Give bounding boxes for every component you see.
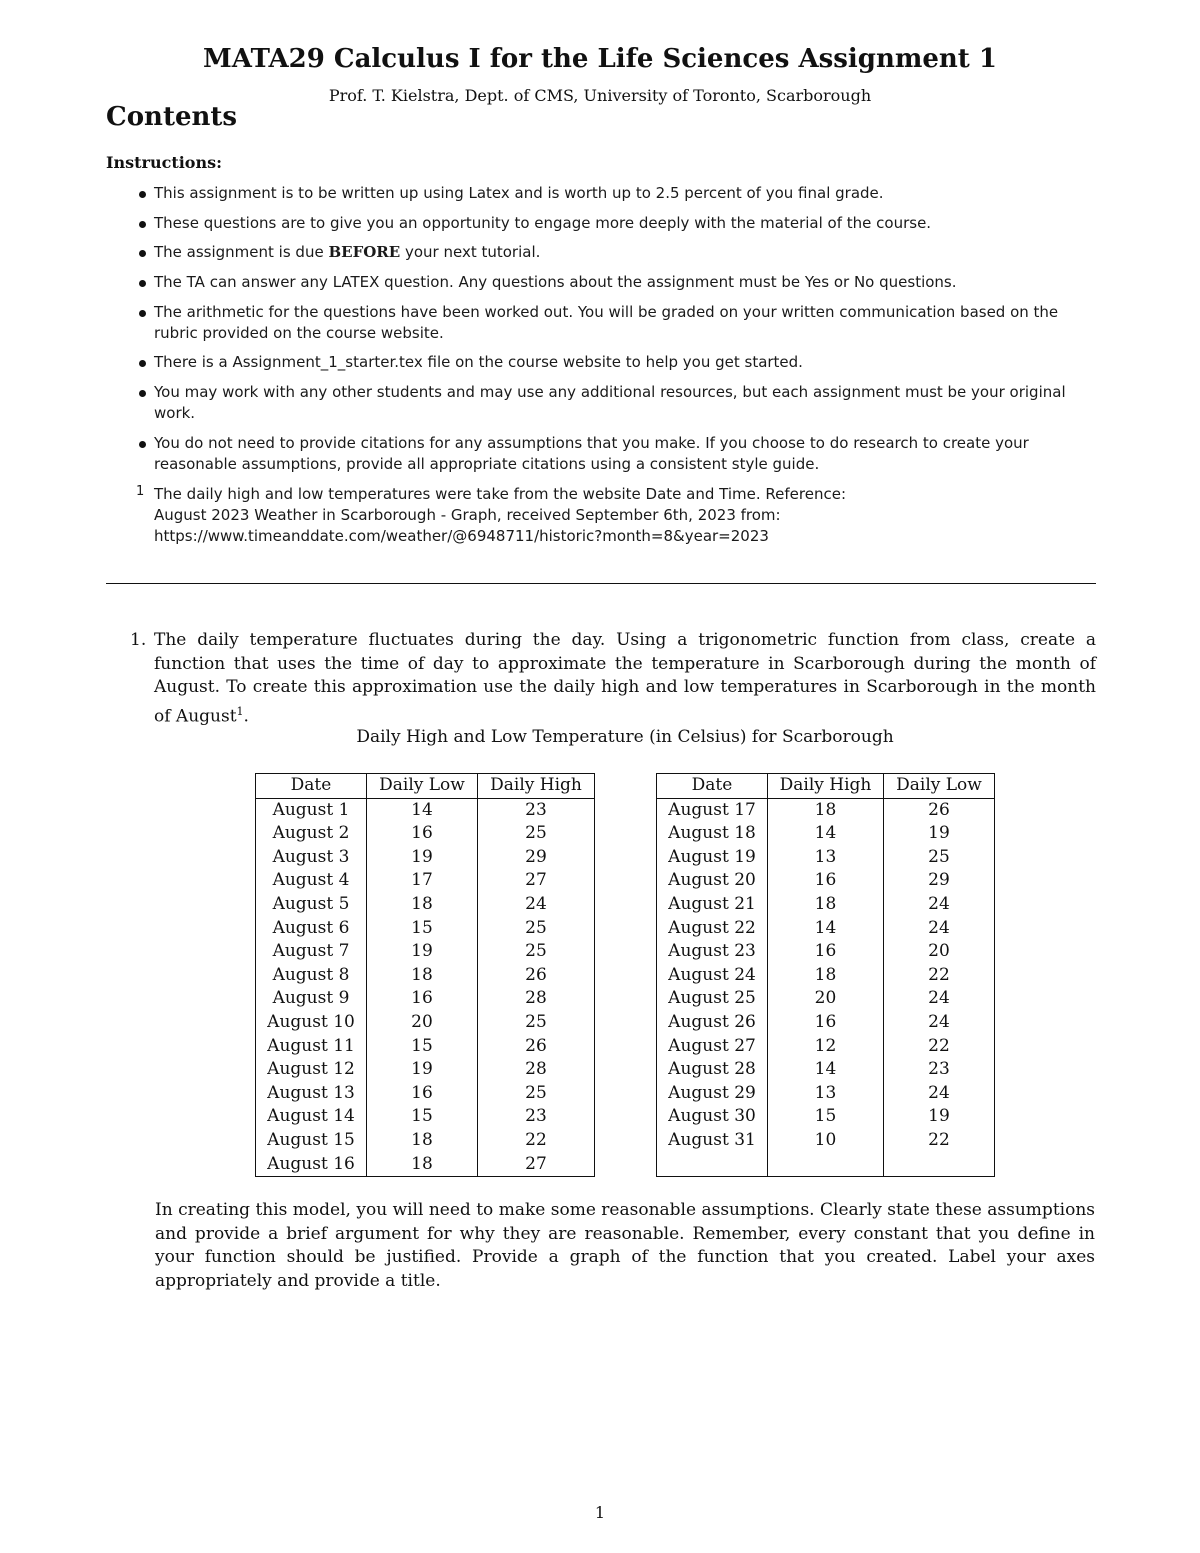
temperature-cell: 15 <box>367 917 478 941</box>
column-header: Daily Low <box>884 774 995 799</box>
temperature-cell: 28 <box>478 1058 595 1082</box>
temperature-cell: 26 <box>478 1035 595 1059</box>
list-item: This assignment is to be written up using Latex and is worth up to 2.5 percent of you final grade. <box>106 183 1096 204</box>
temperature-cell: 16 <box>367 822 478 846</box>
date-cell: August 4 <box>256 869 367 893</box>
table-row <box>657 940 995 964</box>
table-row <box>256 893 595 917</box>
temperature-cell: 23 <box>478 798 595 822</box>
table-row <box>256 1153 595 1177</box>
temperature-cell: 27 <box>478 1153 595 1177</box>
temperature-cell: 16 <box>367 1082 478 1106</box>
bullet-dot-icon <box>139 250 146 257</box>
table-row <box>657 798 995 822</box>
table-row <box>657 1153 995 1177</box>
temperature-cell: 16 <box>768 869 884 893</box>
temperature-cell: 15 <box>768 1105 884 1129</box>
temperature-cell: 18 <box>367 893 478 917</box>
temperature-cell: 24 <box>884 987 995 1011</box>
table-row <box>657 1082 995 1106</box>
date-cell: August 5 <box>256 893 367 917</box>
temperature-cell: 19 <box>367 940 478 964</box>
temperature-cell: 18 <box>768 893 884 917</box>
date-cell: August 26 <box>657 1011 768 1035</box>
table-row <box>256 1082 595 1106</box>
table-row <box>256 846 595 870</box>
footnote-url: https://www.timeanddate.com/weather/@6948711/historic?month=8&year=2023 <box>154 526 769 545</box>
table-row <box>256 940 595 964</box>
temperature-cell: 17 <box>367 869 478 893</box>
table-row <box>256 869 595 893</box>
column-header: Daily High <box>478 774 595 799</box>
temperature-cell: 25 <box>478 822 595 846</box>
date-cell: August 1 <box>256 798 367 822</box>
table-row <box>256 964 595 988</box>
temperature-cell: 14 <box>768 1058 884 1082</box>
date-cell: August 28 <box>657 1058 768 1082</box>
page-number: 1 <box>594 1503 606 1522</box>
bullet-dot-icon <box>139 221 146 228</box>
table-row <box>256 1011 595 1035</box>
date-cell: August 31 <box>657 1129 768 1153</box>
table-row <box>657 846 995 870</box>
table-row <box>657 917 995 941</box>
temperature-cell: 20 <box>768 987 884 1011</box>
table-row <box>256 1058 595 1082</box>
bullet-dot-icon <box>139 390 146 397</box>
date-cell: August 25 <box>657 987 768 1011</box>
date-cell: August 17 <box>657 798 768 822</box>
temperature-cell: 24 <box>478 893 595 917</box>
temperature-cell: 18 <box>768 964 884 988</box>
table-row <box>256 1129 595 1153</box>
temperature-cell: 25 <box>884 846 995 870</box>
date-cell: August 7 <box>256 940 367 964</box>
date-cell: August 12 <box>256 1058 367 1082</box>
question-1 <box>106 629 1096 729</box>
table-row <box>256 822 595 846</box>
temperature-table-left <box>255 773 595 1177</box>
temperature-cell: 16 <box>768 940 884 964</box>
list-item: The TA can answer any LATEX question. Any questions about the assignment must be Yes or No questions. <box>106 272 1096 293</box>
bullet-dot-icon <box>139 191 146 198</box>
temperature-cell: 29 <box>884 869 995 893</box>
temperature-cell: 19 <box>367 846 478 870</box>
temperature-cell: 22 <box>884 964 995 988</box>
table-row <box>657 869 995 893</box>
table-caption: Daily High and Low Temperature (in Celsius) for Scarborough <box>356 727 894 747</box>
temperature-cell: 24 <box>884 917 995 941</box>
date-cell: August 11 <box>256 1035 367 1059</box>
temperature-cell: 18 <box>367 1153 478 1177</box>
bullet-dot-icon <box>139 441 146 448</box>
table-row <box>657 1011 995 1035</box>
due-emphasis: BEFORE <box>328 243 401 262</box>
temperature-cell: 23 <box>478 1105 595 1129</box>
date-cell: August 14 <box>256 1105 367 1129</box>
author-line: Prof. T. Kielstra, Dept. of CMS, University of Toronto, Scarborough <box>328 86 872 105</box>
temperature-cell <box>884 1153 995 1177</box>
temperature-cell: 18 <box>367 1129 478 1153</box>
footnote-ref: 1 <box>236 704 244 718</box>
temperature-cell: 23 <box>884 1058 995 1082</box>
instructions-list <box>106 183 1096 555</box>
footnote-marker: 1 <box>136 483 145 499</box>
table-row <box>657 1035 995 1059</box>
temperature-cell: 20 <box>884 940 995 964</box>
instructions-heading: Instructions: <box>106 153 223 172</box>
temperature-cell: 24 <box>884 893 995 917</box>
column-header: Date <box>657 774 768 799</box>
date-cell: August 21 <box>657 893 768 917</box>
temperature-cell: 15 <box>367 1105 478 1129</box>
temperature-cell: 25 <box>478 917 595 941</box>
list-item: The assignment is due BEFORE your next tutorial. <box>106 242 1096 263</box>
date-cell: August 10 <box>256 1011 367 1035</box>
column-header: Date <box>256 774 367 799</box>
date-cell: August 16 <box>256 1153 367 1177</box>
table-header-row <box>657 774 995 799</box>
temperature-cell: 18 <box>367 964 478 988</box>
bullet-dot-icon <box>139 310 146 317</box>
temperature-cell: 26 <box>884 798 995 822</box>
temperature-cell: 15 <box>367 1035 478 1059</box>
date-cell: August 8 <box>256 964 367 988</box>
date-cell: August 27 <box>657 1035 768 1059</box>
contents-heading: Contents <box>106 102 238 132</box>
temperature-cell: 10 <box>768 1129 884 1153</box>
date-cell: August 19 <box>657 846 768 870</box>
question-text: The daily temperature fluctuates during the day. Using a trigonometric function from class, create a function that uses the time of day to approximate the temperature in Scarborough during the month of August. To create this approximation use the daily high and low temperatures in Scarborough in the month of August$^1$. <box>154 630 1096 727</box>
column-header: Daily High <box>768 774 884 799</box>
temperature-cell: 24 <box>884 1011 995 1035</box>
temperature-cell: 13 <box>768 846 884 870</box>
table-row <box>256 917 595 941</box>
temperature-cell: 14 <box>367 798 478 822</box>
question-number: 1. <box>130 630 147 650</box>
table-row <box>256 987 595 1011</box>
temperature-cell: 24 <box>884 1082 995 1106</box>
temperature-cell: 28 <box>478 987 595 1011</box>
temperature-cell: 25 <box>478 1011 595 1035</box>
temperature-cell: 22 <box>478 1129 595 1153</box>
temperature-cell: 22 <box>884 1129 995 1153</box>
temperature-cell: 14 <box>768 917 884 941</box>
table-row <box>657 822 995 846</box>
date-cell: August 20 <box>657 869 768 893</box>
footnote-line: August 2023 Weather in Scarborough - Graph, received September 6th, 2023 from: <box>154 505 781 524</box>
date-cell: August 6 <box>256 917 367 941</box>
temperature-cell: 14 <box>768 822 884 846</box>
bullet-dot-icon <box>139 280 146 287</box>
temperature-cell: 26 <box>478 964 595 988</box>
date-cell: August 30 <box>657 1105 768 1129</box>
temperature-cell: 25 <box>478 940 595 964</box>
table-row <box>657 893 995 917</box>
section-divider <box>106 583 1096 584</box>
table-row <box>657 964 995 988</box>
list-item: The arithmetic for the questions have been worked out. You will be graded on your written communication based on the rubric provided on the course website. <box>106 302 1096 344</box>
date-cell: August 22 <box>657 917 768 941</box>
table-row <box>256 1105 595 1129</box>
temperature-cell: 19 <box>367 1058 478 1082</box>
temperature-cell: 16 <box>367 987 478 1011</box>
date-cell: August 15 <box>256 1129 367 1153</box>
temperature-cell: 29 <box>478 846 595 870</box>
temperature-cell: 19 <box>884 1105 995 1129</box>
table-header-row <box>256 774 595 799</box>
instructions-paragraph: In creating this model, you will need to make some reasonable assumptions. Clearly state these assumptions and provide a brief argument for why they are reasonable. Remember, every constant that you define in your function should be justified. Provide a graph of the function that you created. Label your axes appropriately and provide a title. <box>155 1200 1095 1291</box>
date-cell: August 23 <box>657 940 768 964</box>
list-item: There is a Assignment_1_starter.tex file on the course website to help you get started. <box>106 352 1096 373</box>
temperature-cell: 18 <box>768 798 884 822</box>
table-row <box>256 1035 595 1059</box>
list-item: You may work with any other students and may use any additional resources, but each assignment must be your original work. <box>106 382 1096 424</box>
table-row <box>657 1058 995 1082</box>
footnote <box>106 484 1096 547</box>
temperature-cell: 25 <box>478 1082 595 1106</box>
table-row <box>657 1129 995 1153</box>
temperature-cell: 12 <box>768 1035 884 1059</box>
column-header: Daily Low <box>367 774 478 799</box>
date-cell: August 24 <box>657 964 768 988</box>
document-title: MATA29 Calculus I for the Life Sciences Assignment 1 <box>203 44 997 74</box>
table-row <box>657 987 995 1011</box>
date-cell <box>657 1153 768 1177</box>
date-cell: August 18 <box>657 822 768 846</box>
footnote-line: The daily high and low temperatures were take from the website Date and Time. Reference: <box>154 484 846 503</box>
temperature-table-right <box>656 773 995 1177</box>
table-row <box>657 1105 995 1129</box>
temperature-cell: 19 <box>884 822 995 846</box>
list-item: You do not need to provide citations for any assumptions that you make. If you choose to do research to create your reasonable assumptions, provide all appropriate citations using a consistent style guide. <box>106 433 1096 475</box>
temperature-cell <box>768 1153 884 1177</box>
date-cell: August 3 <box>256 846 367 870</box>
date-cell: August 2 <box>256 822 367 846</box>
list-item: These questions are to give you an opportunity to engage more deeply with the material of the course. <box>106 213 1096 234</box>
date-cell: August 13 <box>256 1082 367 1106</box>
temperature-cell: 16 <box>768 1011 884 1035</box>
temperature-cell: 22 <box>884 1035 995 1059</box>
temperature-cell: 13 <box>768 1082 884 1106</box>
date-cell: August 9 <box>256 987 367 1011</box>
temperature-cell: 20 <box>367 1011 478 1035</box>
table-row <box>256 798 595 822</box>
date-cell: August 29 <box>657 1082 768 1106</box>
bullet-dot-icon <box>139 360 146 367</box>
temperature-cell: 27 <box>478 869 595 893</box>
